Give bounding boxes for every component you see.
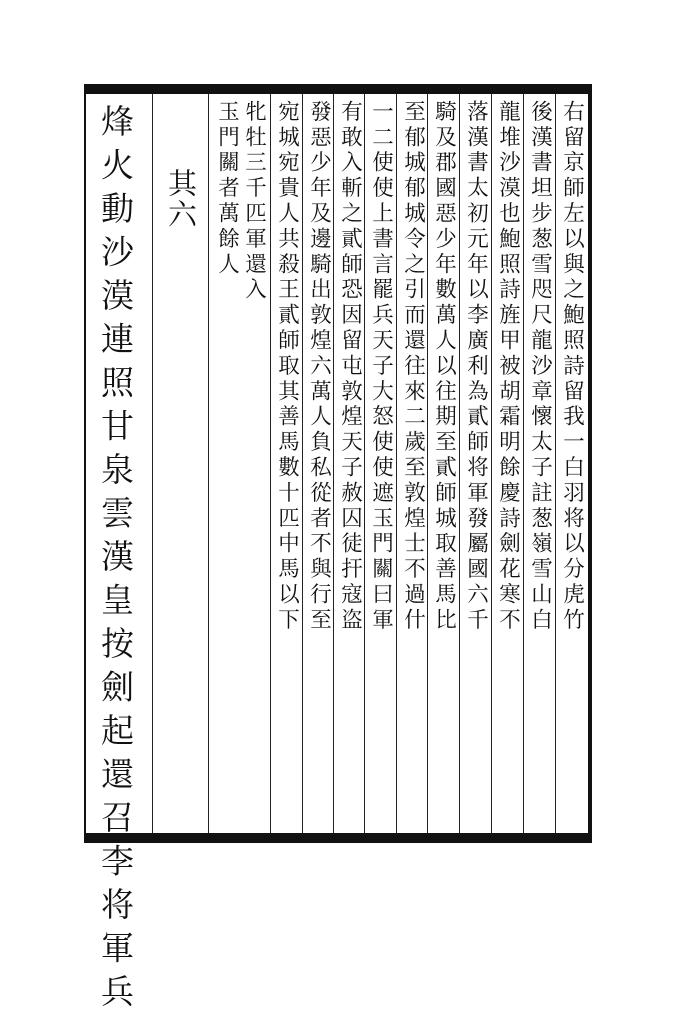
text-column: 有敢入斬之貳師恐因留屯敦煌天子赦囚徒扞寇盗	[337, 100, 363, 634]
column-rule	[270, 94, 271, 833]
section-heading: 其六	[164, 168, 198, 230]
column-rule	[491, 94, 492, 833]
column-rule	[396, 94, 397, 833]
column-rule	[152, 94, 153, 833]
text-column: 右留京師左以與之鮑照詩留我一白羽将以分虎竹	[559, 100, 585, 634]
text-column: 牝牡三千匹軍還入	[241, 100, 267, 304]
column-rule	[523, 94, 524, 833]
frame-left-border	[84, 84, 86, 843]
text-column: 玉門關者萬餘人	[214, 100, 240, 278]
column-rule	[459, 94, 460, 833]
text-column: 一二使使上書言罷兵天子大怒使使遮玉門關曰軍	[368, 100, 394, 634]
column-rule	[302, 94, 303, 833]
text-column: 至郁城郁城令之引而還往來二歲至敦煌士不過什	[400, 100, 426, 634]
poem-verse-column: 烽火動沙漠連照甘泉雲漢皇按劍起還召李将軍兵	[96, 104, 135, 1018]
column-rule	[364, 94, 365, 833]
column-rule	[427, 94, 428, 833]
frame-bottom-border	[84, 833, 592, 843]
text-column: 後漢書坦步葱雪咫尺龍沙章懷太子註葱嶺雪山白	[527, 100, 553, 634]
text-column: 龍堆沙漠也鮑照詩旌甲被胡霜明餘慶詩劍花寒不	[495, 100, 521, 634]
text-column: 發惡少年及邊騎出敦煌六萬人負私從者不與行至	[306, 100, 332, 634]
text-column: 宛城宛貴人共殺王貳師取其善馬數十匹中馬以下	[274, 100, 300, 634]
column-rule	[208, 94, 209, 833]
text-column: 騎及郡國惡少年數萬人以往期至貳師城取善馬比	[431, 100, 457, 634]
frame-top-border	[84, 84, 592, 94]
text-column: 落漢書太初元年以李廣利為貳師将軍發屬國六千	[463, 100, 489, 634]
column-rule	[333, 94, 334, 833]
column-rule	[555, 94, 556, 833]
frame-right-border	[588, 84, 592, 843]
